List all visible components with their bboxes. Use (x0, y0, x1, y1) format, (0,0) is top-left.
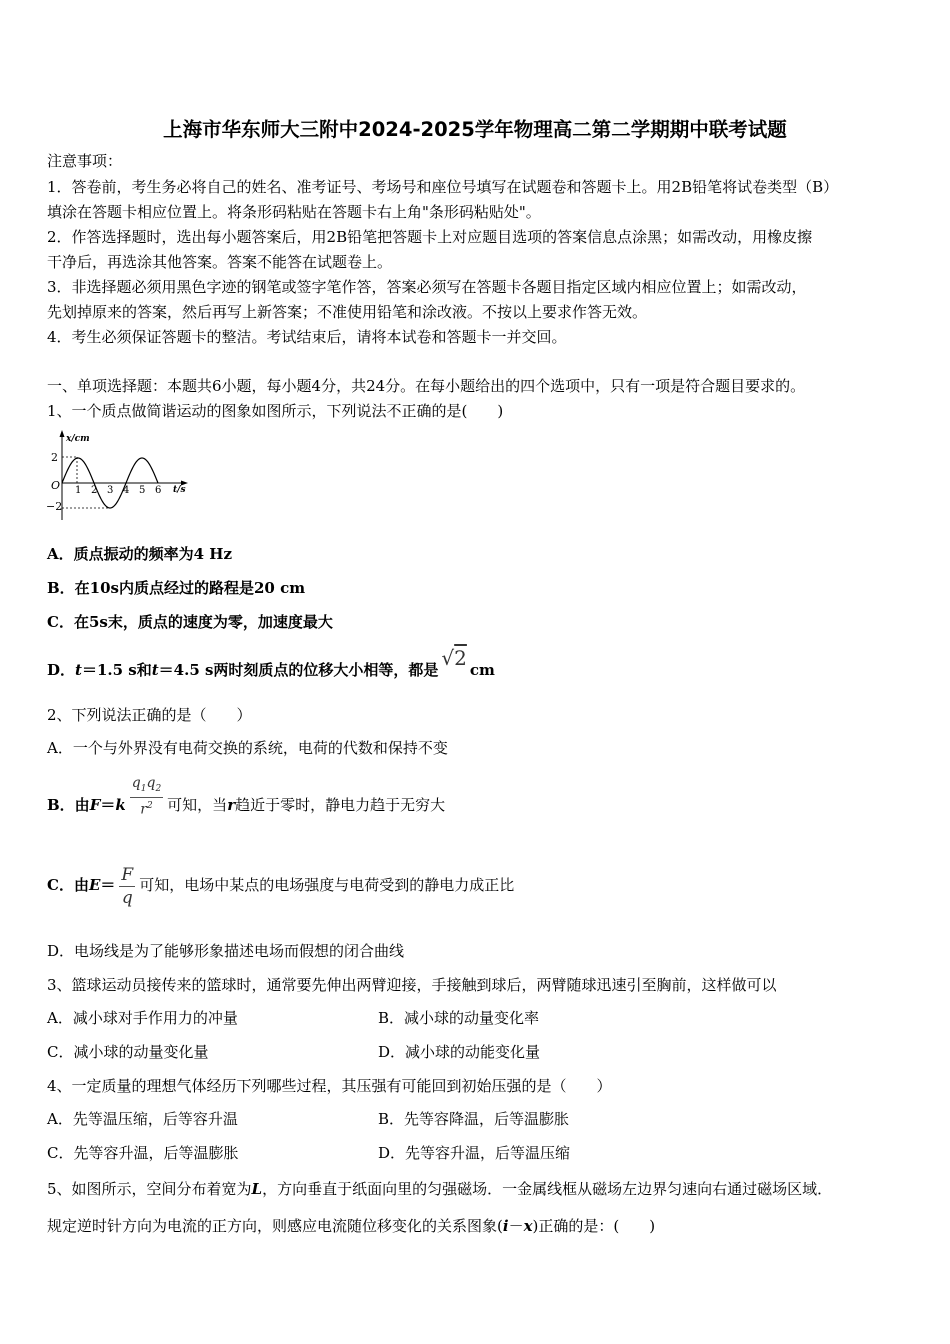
q4-option-a: A．先等温压缩，后等容升温 (47, 1110, 238, 1128)
q2-b-fraction: $\frac{q_1q_2}{r^2}$ (131, 774, 162, 818)
q2-stem: 2、下列说法正确的是（ ） (47, 706, 252, 724)
notes-line-7: 4．考生必须保证答题卡的整洁。考试结束后，请将本试卷和答题卡一并交回。 (47, 328, 567, 346)
y-axis-arrow (60, 430, 65, 437)
q2-b-k: k (115, 796, 126, 814)
page-title: 上海市华东师大三附中2024-2025学年物理高二第二学期期中联考试题 (163, 118, 787, 141)
q3-stem: 3、篮球运动员接传来的篮球时，通常要先伸出两臂迎接，手接触到球后，两臂随球迅速引至胸前，这样做可以 (47, 976, 777, 994)
q2-option-b (47, 774, 446, 830)
q2-c-eq: ＝ (100, 876, 116, 894)
q3-option-c: C．减小球的动量变化量 (47, 1043, 209, 1061)
x-tick-label: 2 (91, 485, 98, 496)
y-axis-label: x/cm (66, 434, 90, 444)
x-axis-label: t/s (173, 485, 186, 495)
q2-c-post: 可知，电场中某点的电场强度与电荷受到的静电力成正比 (139, 876, 515, 894)
x-tick-label: 3 (107, 485, 114, 496)
y-tick-neg: −2 (46, 500, 63, 513)
q4-option-d: D．先等容升温，后等温压缩 (378, 1144, 571, 1162)
q2-b-f: F (89, 796, 101, 814)
q1-option-c: C．在5s末，质点的速度为零，加速度最大 (47, 613, 333, 631)
q2-b-post2: 趋近于零时，静电力趋于无穷大 (235, 796, 446, 814)
q3-option-d: D．减小球的动能变化量 (378, 1043, 541, 1061)
q2-b-prefix: B．由 (47, 796, 90, 814)
q1-stem: 1、一个质点做简谐运动的图象如图所示，下列说法不正确的是( ) (47, 402, 504, 420)
q5-l: L (251, 1180, 263, 1198)
notes-line-4: 干净后，再选涂其他答案。答案不能答在试题卷上。 (47, 253, 393, 271)
q1-option-a: A．质点振动的频率为4 Hz (47, 545, 232, 563)
q4-stem: 4、一定质量的理想气体经历下列哪些过程，其压强有可能回到初始压强的是（ ） (47, 1077, 612, 1095)
q1-option-d (47, 646, 495, 680)
q2-b-post1: 可知，当 (167, 796, 228, 814)
q2-c-fraction: $\frac{F}{q}$ (121, 864, 134, 908)
q2-c-e: E (88, 876, 101, 894)
q2-option-a: A．一个与外界没有电荷交换的系统，电荷的代数和保持不变 (47, 739, 448, 757)
x-tick-label: 1 (75, 485, 82, 496)
q5-line-2: 规定逆时针方向为电流的正方向，则感应电流随位移变化的关系图象(i－x)正确的是：( ) (47, 1217, 656, 1235)
x-tick-label: 4 (123, 485, 130, 496)
q2-b-eq: ＝ (100, 796, 116, 814)
notes-heading: 注意事项： (47, 152, 123, 170)
notes-line-5: 3．非选择题必须用黑色字迹的钢笔或签字笔作答，答案必须写在答题卡各题目指定区域内相应位置上；如需改动， (47, 278, 807, 296)
q2-option-c (47, 855, 514, 915)
x-tick-label: 6 (155, 485, 162, 496)
notes-line-1: 1．答卷前，考生务必将自己的姓名、准考证号、考场号和座位号填写在试题卷和答题卡上。用2B铅笔将试卷类型（B） (47, 178, 839, 196)
x-tick-label: 5 (139, 485, 146, 496)
q1-option-b: B．在10s内质点经过的路程是20 cm (47, 579, 306, 597)
q4-option-c: C．先等容升温，后等温膨胀 (47, 1144, 239, 1162)
notes-line-6: 先划掉原来的答案，然后再写上新答案；不准使用铅笔和涂改液。不按以上要求作答无效。 (47, 303, 648, 321)
section-heading: 一、单项选择题：本题共6小题，每小题4分，共24分。在每小题给出的四个选项中，只有一项是符合题目要求的。 (47, 377, 806, 395)
q5-i: i (502, 1217, 509, 1235)
q2-b-r: r (227, 796, 236, 814)
q3-option-b: B．减小球的动量变化率 (378, 1009, 540, 1027)
notes-line-2: 填涂在答题卡相应位置上。将条形码粘贴在答题卡右上角"条形码粘贴处"。 (47, 203, 541, 221)
notes-line-3: 2．作答选择题时，选出每小题答案后，用2B铅笔把答题卡上对应题目选项的答案信息点涂黑；如需改动，用橡皮擦 (47, 228, 813, 246)
q5-x: x (523, 1217, 533, 1235)
q1-d-t2: t (151, 661, 159, 679)
q4-option-b: B．先等容降温，后等温膨胀 (378, 1110, 570, 1128)
q1-d-t1: t (75, 661, 82, 679)
q1-d-unit: cm (469, 661, 495, 679)
q3-option-a: A．减小球对手作用力的冲量 (47, 1009, 238, 1027)
q1-d-mid2: ＝4.5 s两时刻质点的位移大小相等，都是 (158, 661, 439, 679)
q2-c-prefix: C．由 (47, 876, 89, 894)
q5-line-1: 5、如图所示，空间分布着宽为L，方向垂直于纸面向里的匀强磁场．一金属线框从磁场左边界匀速向右通过磁场区域． (47, 1180, 833, 1198)
origin-label: O (51, 479, 61, 492)
q2-option-d: D．电场线是为了能够形象描述电场而假想的闭合曲线 (47, 942, 405, 960)
q1-oscillation-graph (40, 428, 200, 524)
q1-d-mid1: ＝1.5 s和 (81, 661, 152, 679)
q1-d-prefix: D． (47, 661, 76, 679)
q1-d-sqrt: √2 (441, 646, 467, 670)
y-tick-pos: 2 (51, 451, 58, 464)
